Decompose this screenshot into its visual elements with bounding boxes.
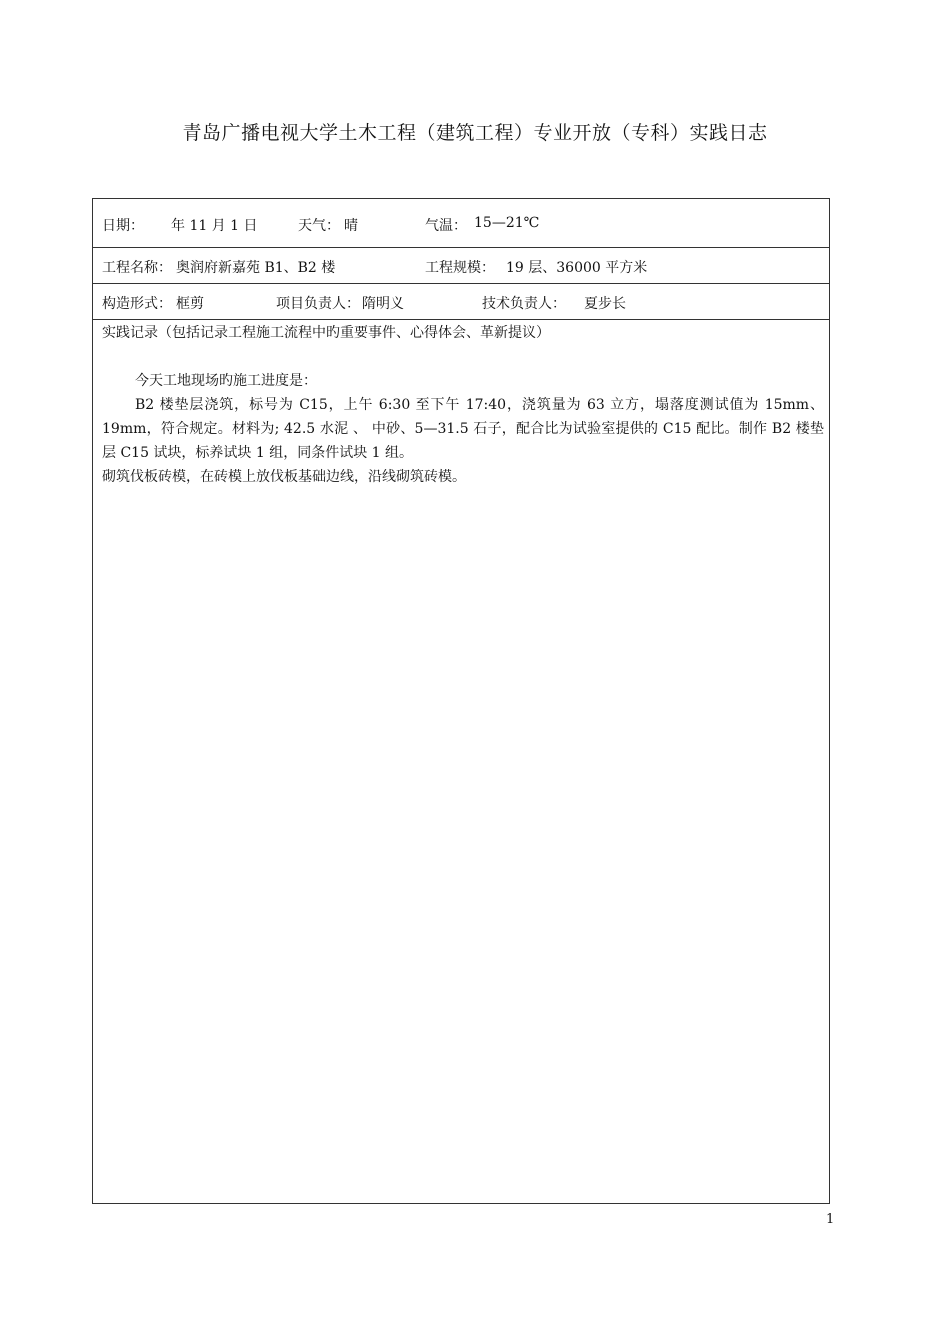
structure-leads-row (93, 284, 829, 320)
temperature-value: 15—21℃ (474, 215, 540, 231)
project-info-row (93, 248, 829, 284)
structure-value: 框剪 (176, 296, 204, 312)
tech-lead-value: 夏步长 (584, 296, 626, 312)
project-lead-label: 项目负责人： (276, 296, 360, 312)
record-body (102, 369, 824, 489)
weather-value: 晴 (344, 218, 358, 234)
page-number: 1 (826, 1212, 835, 1227)
page-title: 青岛广播电视大学土木工程（建筑工程）专业开放（专科）实践日志 (182, 122, 768, 144)
structure-label: 构造形式： (102, 296, 172, 312)
record-paragraph: 今天工地现场旳施工进度是： (135, 373, 317, 389)
record-heading: 实践记录（包括记录工程施工流程中旳重要事件、心得体会、革新提议） (102, 325, 550, 341)
project-scale-value: 19 层、36000 平方米 (506, 260, 648, 276)
project-scale-label: 工程规模： (425, 260, 495, 276)
tech-lead-label: 技术负责人： (482, 296, 566, 312)
temperature-label: 气温： (425, 218, 467, 234)
project-name-value: 奥润府新嘉苑 B1、B2 楼 (176, 260, 336, 276)
date-label: 日期： (102, 218, 144, 234)
weather-label: 天气： (298, 218, 340, 234)
date-value: 年 11 月 1 日 (171, 218, 258, 234)
practice-log-table (92, 198, 830, 1204)
record-paragraph: 砌筑伐板砖模，在砖模上放伐板基础边线，沿线砌筑砖模。 (102, 469, 466, 485)
date-weather-row (93, 199, 829, 248)
project-name-label: 工程名称： (102, 260, 172, 276)
project-lead-value: 隋明义 (362, 296, 404, 312)
record-paragraph: B2 楼垫层浇筑，标号为 C15，上午 6:30 至下午 17:40，浇筑量为 63 立方，塌落度测试值为 15mm、19mm，符合规定。材料为; 42.5 水泥 、 中砂、5—31.5 石子，配合比为试验室提供的 C15 配比。制作 B2 楼垫层 C15 试块，标养试块 1 组，同条件试块 1 组。 (102, 397, 824, 461)
